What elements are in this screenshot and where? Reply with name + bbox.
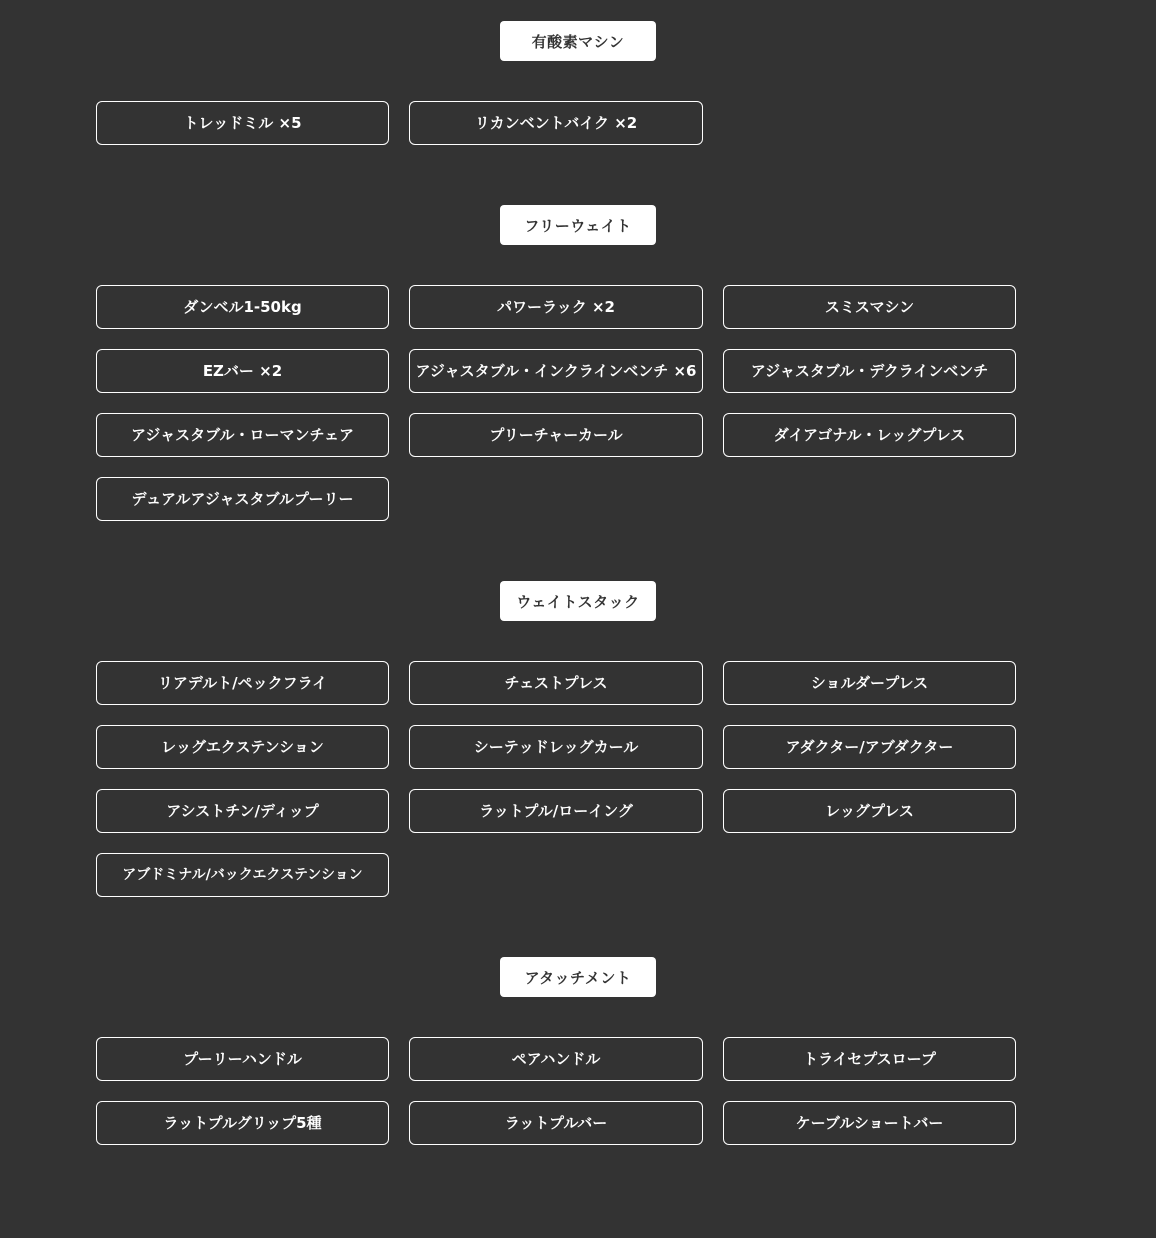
- equipment-item: [96, 789, 389, 833]
- equipment-item: [723, 661, 1016, 705]
- equipment-item: [96, 349, 389, 393]
- equipment-item: [409, 1101, 703, 1145]
- equipment-item: [96, 853, 389, 897]
- equipment-item: [723, 349, 1016, 393]
- equipment-item: [409, 789, 703, 833]
- equipment-item: [96, 477, 389, 521]
- equipment-label: シーテッドレッグカール: [473, 738, 639, 756]
- equipment-label: ダンベル1-50kg: [183, 298, 302, 316]
- equipment-item: [723, 725, 1016, 769]
- equipment-item: [96, 1037, 389, 1081]
- equipment-label: EZバー ×2: [202, 362, 283, 380]
- equipment-item: [96, 1101, 389, 1145]
- equipment-label: アダクター/アブダクター: [785, 738, 954, 756]
- section-heading: ウェイトスタック: [500, 581, 656, 621]
- equipment-item: [723, 789, 1016, 833]
- equipment-item: [96, 725, 389, 769]
- equipment-label: レッグプレス: [825, 802, 914, 820]
- equipment-label: アジャスタブル・ローマンチェア: [130, 426, 355, 444]
- equipment-label: ペアハンドル: [511, 1050, 601, 1068]
- equipment-item: [96, 101, 389, 145]
- equipment-item: [96, 661, 389, 705]
- equipment-label: チェストプレス: [504, 674, 608, 692]
- equipment-label: ラットプルグリップ5種: [163, 1114, 322, 1132]
- equipment-label: アジャスタブル・デクラインベンチ: [750, 362, 989, 380]
- section-heading: フリーウェイト: [500, 205, 656, 245]
- equipment-label: アシストチン/ディップ: [166, 802, 319, 820]
- section-cardio: [0, 0, 1156, 145]
- equipment-label: プーリーハンドル: [183, 1050, 302, 1068]
- equipment-label: レッグエクステンション: [161, 738, 324, 756]
- section-weight-stack: [0, 521, 1156, 897]
- equipment-label: デュアルアジャスタブルプーリー: [131, 490, 354, 508]
- equipment-item: [409, 285, 703, 329]
- equipment-label: プリーチャーカール: [489, 426, 623, 444]
- equipment-item: [723, 1037, 1016, 1081]
- equipment-item: [409, 413, 703, 457]
- equipment-label: ラットプルバー: [504, 1114, 608, 1132]
- equipment-label: アジャスタブル・インクラインベンチ ×6: [415, 362, 697, 380]
- equipment-label: ショルダープレス: [810, 674, 929, 692]
- equipment-item: [409, 349, 703, 393]
- section-free-weight: [0, 145, 1156, 521]
- equipment-item: [409, 725, 703, 769]
- equipment-item: [96, 413, 389, 457]
- equipment-item: [723, 285, 1016, 329]
- section-heading: アタッチメント: [500, 957, 656, 997]
- equipment-label: トレッドミル ×5: [183, 114, 302, 132]
- equipment-item: [409, 101, 703, 145]
- equipment-label: リアデルト/ペックフライ: [157, 674, 328, 692]
- equipment-label: パワーラック ×2: [497, 298, 615, 316]
- equipment-item: [96, 285, 389, 329]
- equipment-label: スミスマシン: [824, 298, 915, 316]
- section-attachments: [0, 897, 1156, 1145]
- equipment-item: [723, 1101, 1016, 1145]
- equipment-label: ラットプル/ローイング: [479, 802, 633, 820]
- equipment-item: [409, 1037, 703, 1081]
- section-heading: 有酸素マシン: [500, 21, 656, 61]
- equipment-item: [723, 413, 1016, 457]
- equipment-label: ダイアゴナル・レッグプレス: [773, 426, 966, 444]
- equipment-label: ケーブルショートバー: [795, 1114, 944, 1132]
- equipment-label: リカンベントバイク ×2: [474, 114, 638, 132]
- equipment-label: アブドミナル/バックエクステンション: [122, 867, 363, 883]
- equipment-item: [409, 661, 703, 705]
- equipment-label: トライセプスロープ: [803, 1050, 936, 1068]
